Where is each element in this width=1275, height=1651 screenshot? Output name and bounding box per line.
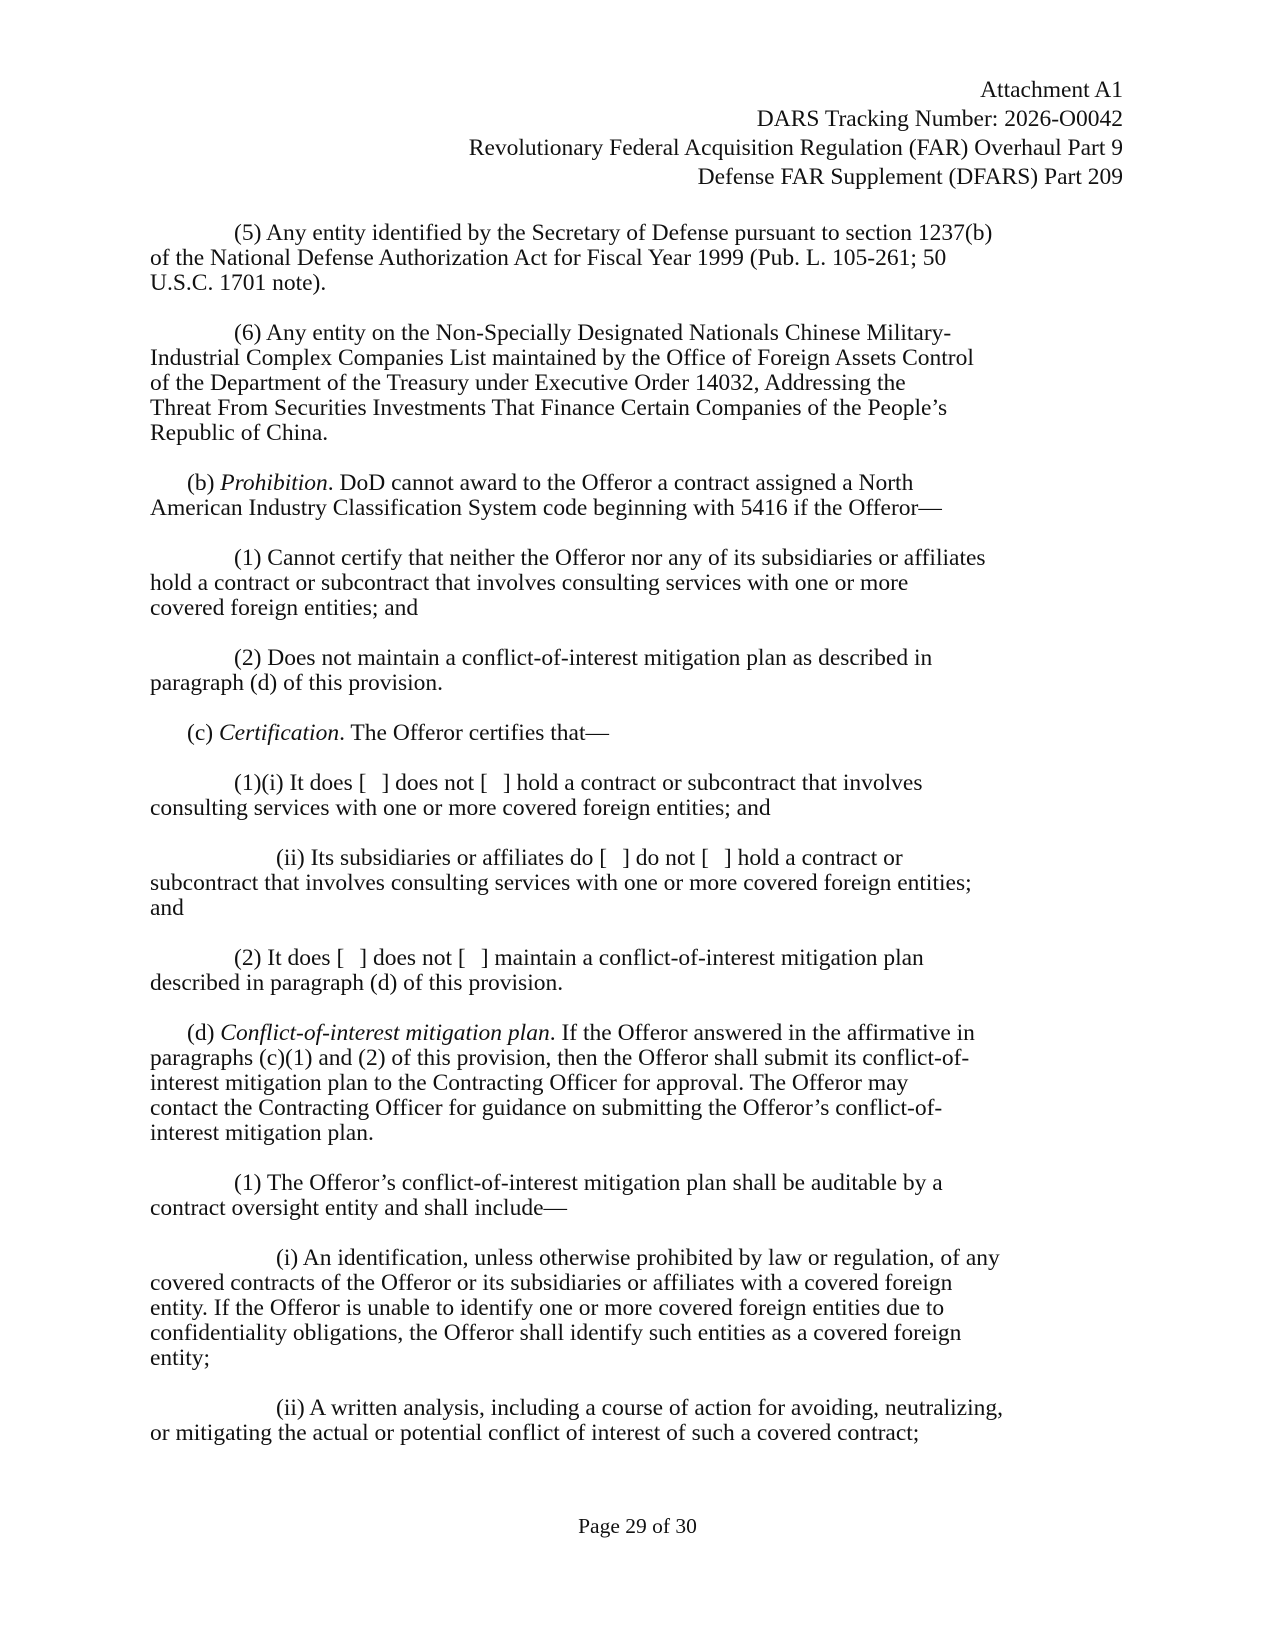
text-line: . If the Offeror answered in the affirmative in <box>549 1020 975 1046</box>
attachment-label: Attachment A1 <box>980 77 1123 103</box>
text-line: of the National Defense Authorization Act for Fiscal Year 1999 (Pub. L. 105-261; 50 <box>150 245 947 271</box>
text-line: paragraph (d) of this provision. <box>150 670 444 696</box>
text-line: (1) The Offeror’s conflict-of-interest mitigation plan shall be auditable by a <box>234 1170 943 1196</box>
text-line: entity. If the Offeror is unable to identify one or more covered foreign entities due to <box>150 1295 945 1321</box>
document-body <box>150 221 1125 1471</box>
paragraph-heading: Prohibition <box>220 470 328 496</box>
text-line: American Industry Classification System code beginning with 5416 if the Offeror— <box>150 495 942 521</box>
text-line: or mitigating the actual or potential conflict of interest of such a covered contract; <box>150 1420 920 1446</box>
text-segment: ] does not [ <box>359 945 466 971</box>
text-segment: ] hold a contract or subcontract that involves <box>502 770 923 796</box>
text-line: Republic of China. <box>150 420 329 446</box>
text-line: contact the Contracting Officer for guidance on submitting the Offeror’s conflict-of- <box>150 1095 943 1121</box>
paragraph-label: (c) <box>187 720 219 746</box>
paragraph-c1ii <box>150 846 1125 921</box>
text-line: entity; <box>150 1345 211 1371</box>
text-line: Threat From Securities Investments That Finance Certain Companies of the People’s <box>150 395 948 421</box>
text-line: . DoD cannot award to the Offeror a contract assigned a North <box>327 470 914 496</box>
text-segment: ] hold a contract or <box>723 845 903 871</box>
paragraph-d1 <box>150 1171 1125 1221</box>
text-line: (1) Cannot certify that neither the Offeror nor any of its subsidiaries or affiliates <box>234 545 986 571</box>
text-line: contract oversight entity and shall include— <box>150 1195 568 1221</box>
text-line: interest mitigation plan. <box>150 1120 374 1146</box>
text-line: (2) Does not maintain a conflict-of-interest mitigation plan as described in <box>234 645 933 671</box>
page-header <box>469 76 1123 192</box>
far-part-title: Revolutionary Federal Acquisition Regulation (FAR) Overhaul Part 9 <box>468 135 1123 161</box>
text-segment: ] maintain a conflict-of-interest mitigation plan <box>480 945 924 971</box>
text-segment: (ii) Its subsidiaries or affiliates do [ <box>276 845 608 871</box>
text-line: (i) An identification, unless otherwise prohibited by law or regulation, of any <box>276 1245 1000 1271</box>
paragraph-a6 <box>150 321 1125 446</box>
text-line: paragraphs (c)(1) and (2) of this provision, then the Offeror shall submit its conflict-of- <box>150 1045 970 1071</box>
paragraph-d1ii <box>150 1396 1125 1446</box>
tracking-number: DARS Tracking Number: 2026-O0042 <box>756 106 1123 132</box>
paragraph-d1i <box>150 1246 1125 1371</box>
text-line: (6) Any entity on the Non-Specially Designated Nationals Chinese Military- <box>234 320 952 346</box>
text-line: and <box>150 895 184 921</box>
text-segment: ] do not [ <box>622 845 709 871</box>
text-segment: ] does not [ <box>381 770 488 796</box>
paragraph-heading: Certification <box>218 720 340 746</box>
paragraph-label: (b) <box>187 470 221 496</box>
paragraph-b1 <box>150 546 1125 621</box>
text-line: Industrial Complex Companies List maintained by the Office of Foreign Assets Control <box>150 345 974 371</box>
text-line: . The Offeror certifies that— <box>339 720 610 746</box>
paragraph-d-mitigation-plan <box>150 1021 1125 1146</box>
paragraph-c2 <box>150 946 1125 996</box>
paragraph-c1i <box>150 771 1125 821</box>
text-segment: (1)(i) It does [ <box>234 770 367 796</box>
text-line: (5) Any entity identified by the Secretary of Defense pursuant to section 1237(b) <box>234 220 993 246</box>
text-line: subcontract that involves consulting services with one or more covered foreign entities; <box>150 870 972 896</box>
text-line: described in paragraph (d) of this provision. <box>150 970 564 996</box>
paragraph-a5 <box>150 221 1125 296</box>
text-line: consulting services with one or more covered foreign entities; and <box>150 795 771 821</box>
text-line: confidentiality obligations, the Offeror shall identify such entities as a covered foreign <box>150 1320 962 1346</box>
text-line: interest mitigation plan to the Contracting Officer for approval. The Offeror may <box>150 1070 909 1096</box>
text-line: covered contracts of the Offeror or its subsidiaries or affiliates with a covered foreign <box>150 1270 953 1296</box>
paragraph-b-prohibition <box>150 471 1125 521</box>
text-line: (ii) A written analysis, including a course of action for avoiding, neutralizing, <box>276 1395 1004 1421</box>
text-segment: (2) It does [ <box>234 945 345 971</box>
paragraph-heading: Conflict-of-interest mitigation plan <box>220 1020 550 1046</box>
text-line: U.S.C. 1701 note). <box>150 270 327 296</box>
paragraph-label: (d) <box>187 1020 221 1046</box>
dfars-part-title: Defense FAR Supplement (DFARS) Part 209 <box>697 164 1123 190</box>
text-line: covered foreign entities; and <box>150 595 419 621</box>
paragraph-c-certification <box>150 721 1125 746</box>
paragraph-b2 <box>150 646 1125 696</box>
text-line: hold a contract or subcontract that involves consulting services with one or more <box>150 570 909 596</box>
page-number: Page 29 of 30 <box>578 1514 697 1538</box>
text-line: of the Department of the Treasury under Executive Order 14032, Addressing the <box>150 370 906 396</box>
